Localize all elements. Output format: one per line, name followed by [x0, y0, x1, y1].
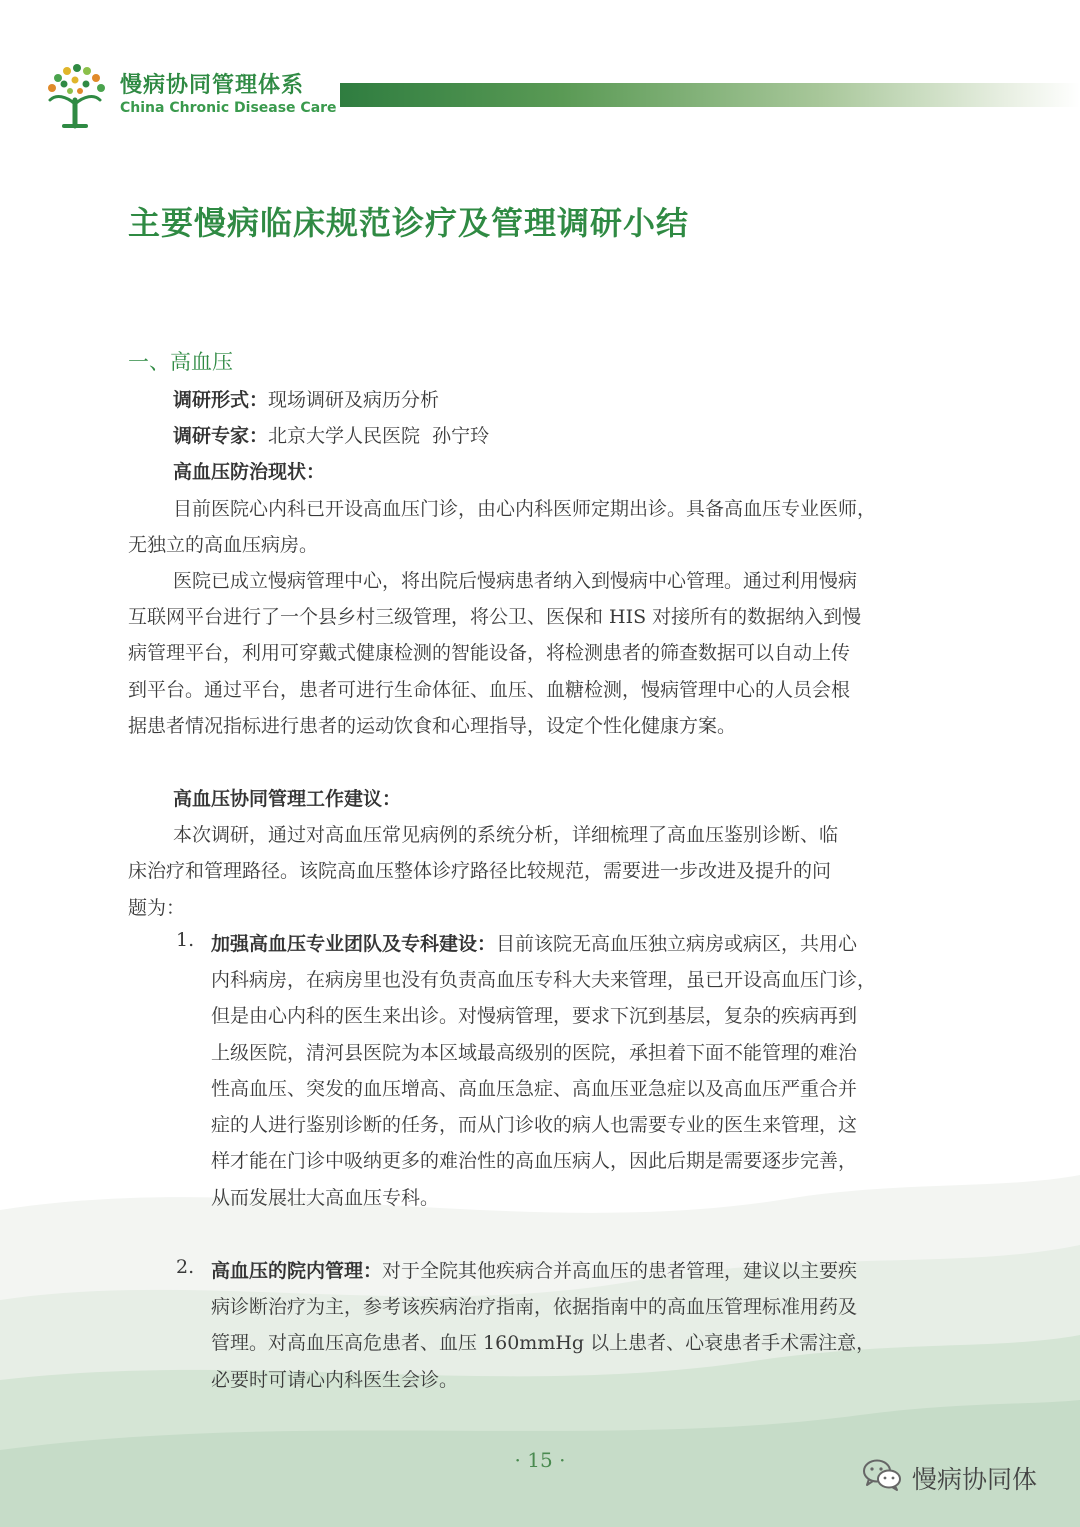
status-heading: 高血压防治现状：: [173, 461, 326, 483]
survey-form-label: 调研形式：: [173, 389, 269, 411]
paragraph-line: 到平台。通过平台，患者可进行生命体征、血压、血糖检测，慢病管理中心的人员会根: [128, 679, 851, 701]
survey-expert-value: 北京大学人民医院 孙宁玲: [268, 425, 490, 447]
list-item-line: 样才能在门诊中吸纳更多的难治性的高血压病人，因此后期是需要逐步完善，: [211, 1150, 858, 1172]
paragraph-line: 互联网平台进行了一个县乡村三级管理，将公卫、医保和 HIS 对接所有的数据纳入到慢: [128, 606, 862, 628]
list-item-number: 2.: [176, 1256, 195, 1278]
paragraph-line: 床治疗和管理路径。该院高血压整体诊疗路径比较规范，需要进一步改进及提升的问: [128, 860, 832, 882]
list-item-line: 病诊断治疗为主，参考该疾病治疗指南，依据指南中的高血压管理标准用药及: [211, 1296, 858, 1318]
list-item-line: 必要时可请心内科医生会诊。: [211, 1369, 459, 1391]
paragraph-line: 医院已成立慢病管理中心，将出院后慢病患者纳入到慢病中心管理。通过利用慢病: [173, 570, 858, 592]
suggestion-heading: 高血压协同管理工作建议：: [173, 788, 402, 810]
survey-form-value: 现场调研及病历分析: [268, 389, 440, 411]
brand-name-en: China Chronic Disease Care: [120, 100, 337, 116]
paragraph-line: 题为：: [128, 897, 186, 919]
paragraph-line: 目前医院心内科已开设高血压门诊，由心内科医师定期出诊。具备高血压专业医师，: [173, 498, 877, 520]
list-item-line: 从而发展壮大高血压专科。: [211, 1187, 440, 1209]
paragraph-line: 无独立的高血压病房。: [128, 534, 319, 556]
list-item-line: 性高血压、突发的血压增高、高血压急症、高血压亚急症以及高血压严重合并: [211, 1078, 858, 1100]
paragraph-line: 病管理平台，利用可穿戴式健康检测的智能设备，将检测患者的筛查数据可以自动上传: [128, 642, 851, 664]
list-item-label: 加强高血压专业团队及专科建设：: [211, 933, 497, 955]
list-item: [211, 1256, 857, 1283]
survey-form-row: [173, 385, 439, 412]
paragraph-line: 据患者情况指标进行患者的运动饮食和心理指导，设定个性化健康方案。: [128, 715, 737, 737]
wechat-icon: [862, 1458, 902, 1492]
list-item: [211, 929, 857, 956]
list-item-line: 管理。对高血压高危患者、血压 160mmHg 以上患者、心衰患者手术需注意，: [211, 1332, 876, 1354]
page-number: · 15 ·: [514, 1448, 566, 1472]
wechat-account-name[interactable]: 慢病协同体: [912, 1465, 1038, 1494]
list-item-label: 高血压的院内管理：: [211, 1260, 383, 1282]
list-item-line: 上级医院，清河县医院为本区域最高级别的医院，承担着下面不能管理的难治: [211, 1042, 858, 1064]
paragraph-line: 本次调研，通过对高血压常见病例的系统分析，详细梳理了高血压鉴别诊断、临: [173, 824, 839, 846]
list-item-line: 症的人进行鉴别诊断的任务，而从门诊收的病人也需要专业的医生来管理，这: [211, 1114, 858, 1136]
section-heading: 一、高血压: [128, 350, 233, 374]
list-item-line: 内科病房，在病房里也没有负责高血压专科大夫来管理，虽已开设高血压门诊，: [211, 969, 877, 991]
brand-name-cn: 慢病协同管理体系: [120, 73, 305, 98]
tree-logo-icon: [40, 60, 110, 130]
list-item-text: 对于全院其他疾病合并高血压的患者管理，建议以主要疾: [382, 1260, 858, 1282]
survey-expert-row: [173, 421, 489, 448]
header-gradient-bar: [340, 83, 1080, 107]
survey-expert-label: 调研专家：: [173, 425, 269, 447]
list-item-number: 1.: [176, 929, 195, 951]
list-item-line: 但是由心内科的医生来出诊。对慢病管理，要求下沉到基层，复杂的疾病再到: [211, 1005, 858, 1027]
page-title: 主要慢病临床规范诊疗及管理调研小结: [128, 204, 690, 242]
list-item-text: 目前该院无高血压独立病房或病区，共用心: [496, 933, 858, 955]
